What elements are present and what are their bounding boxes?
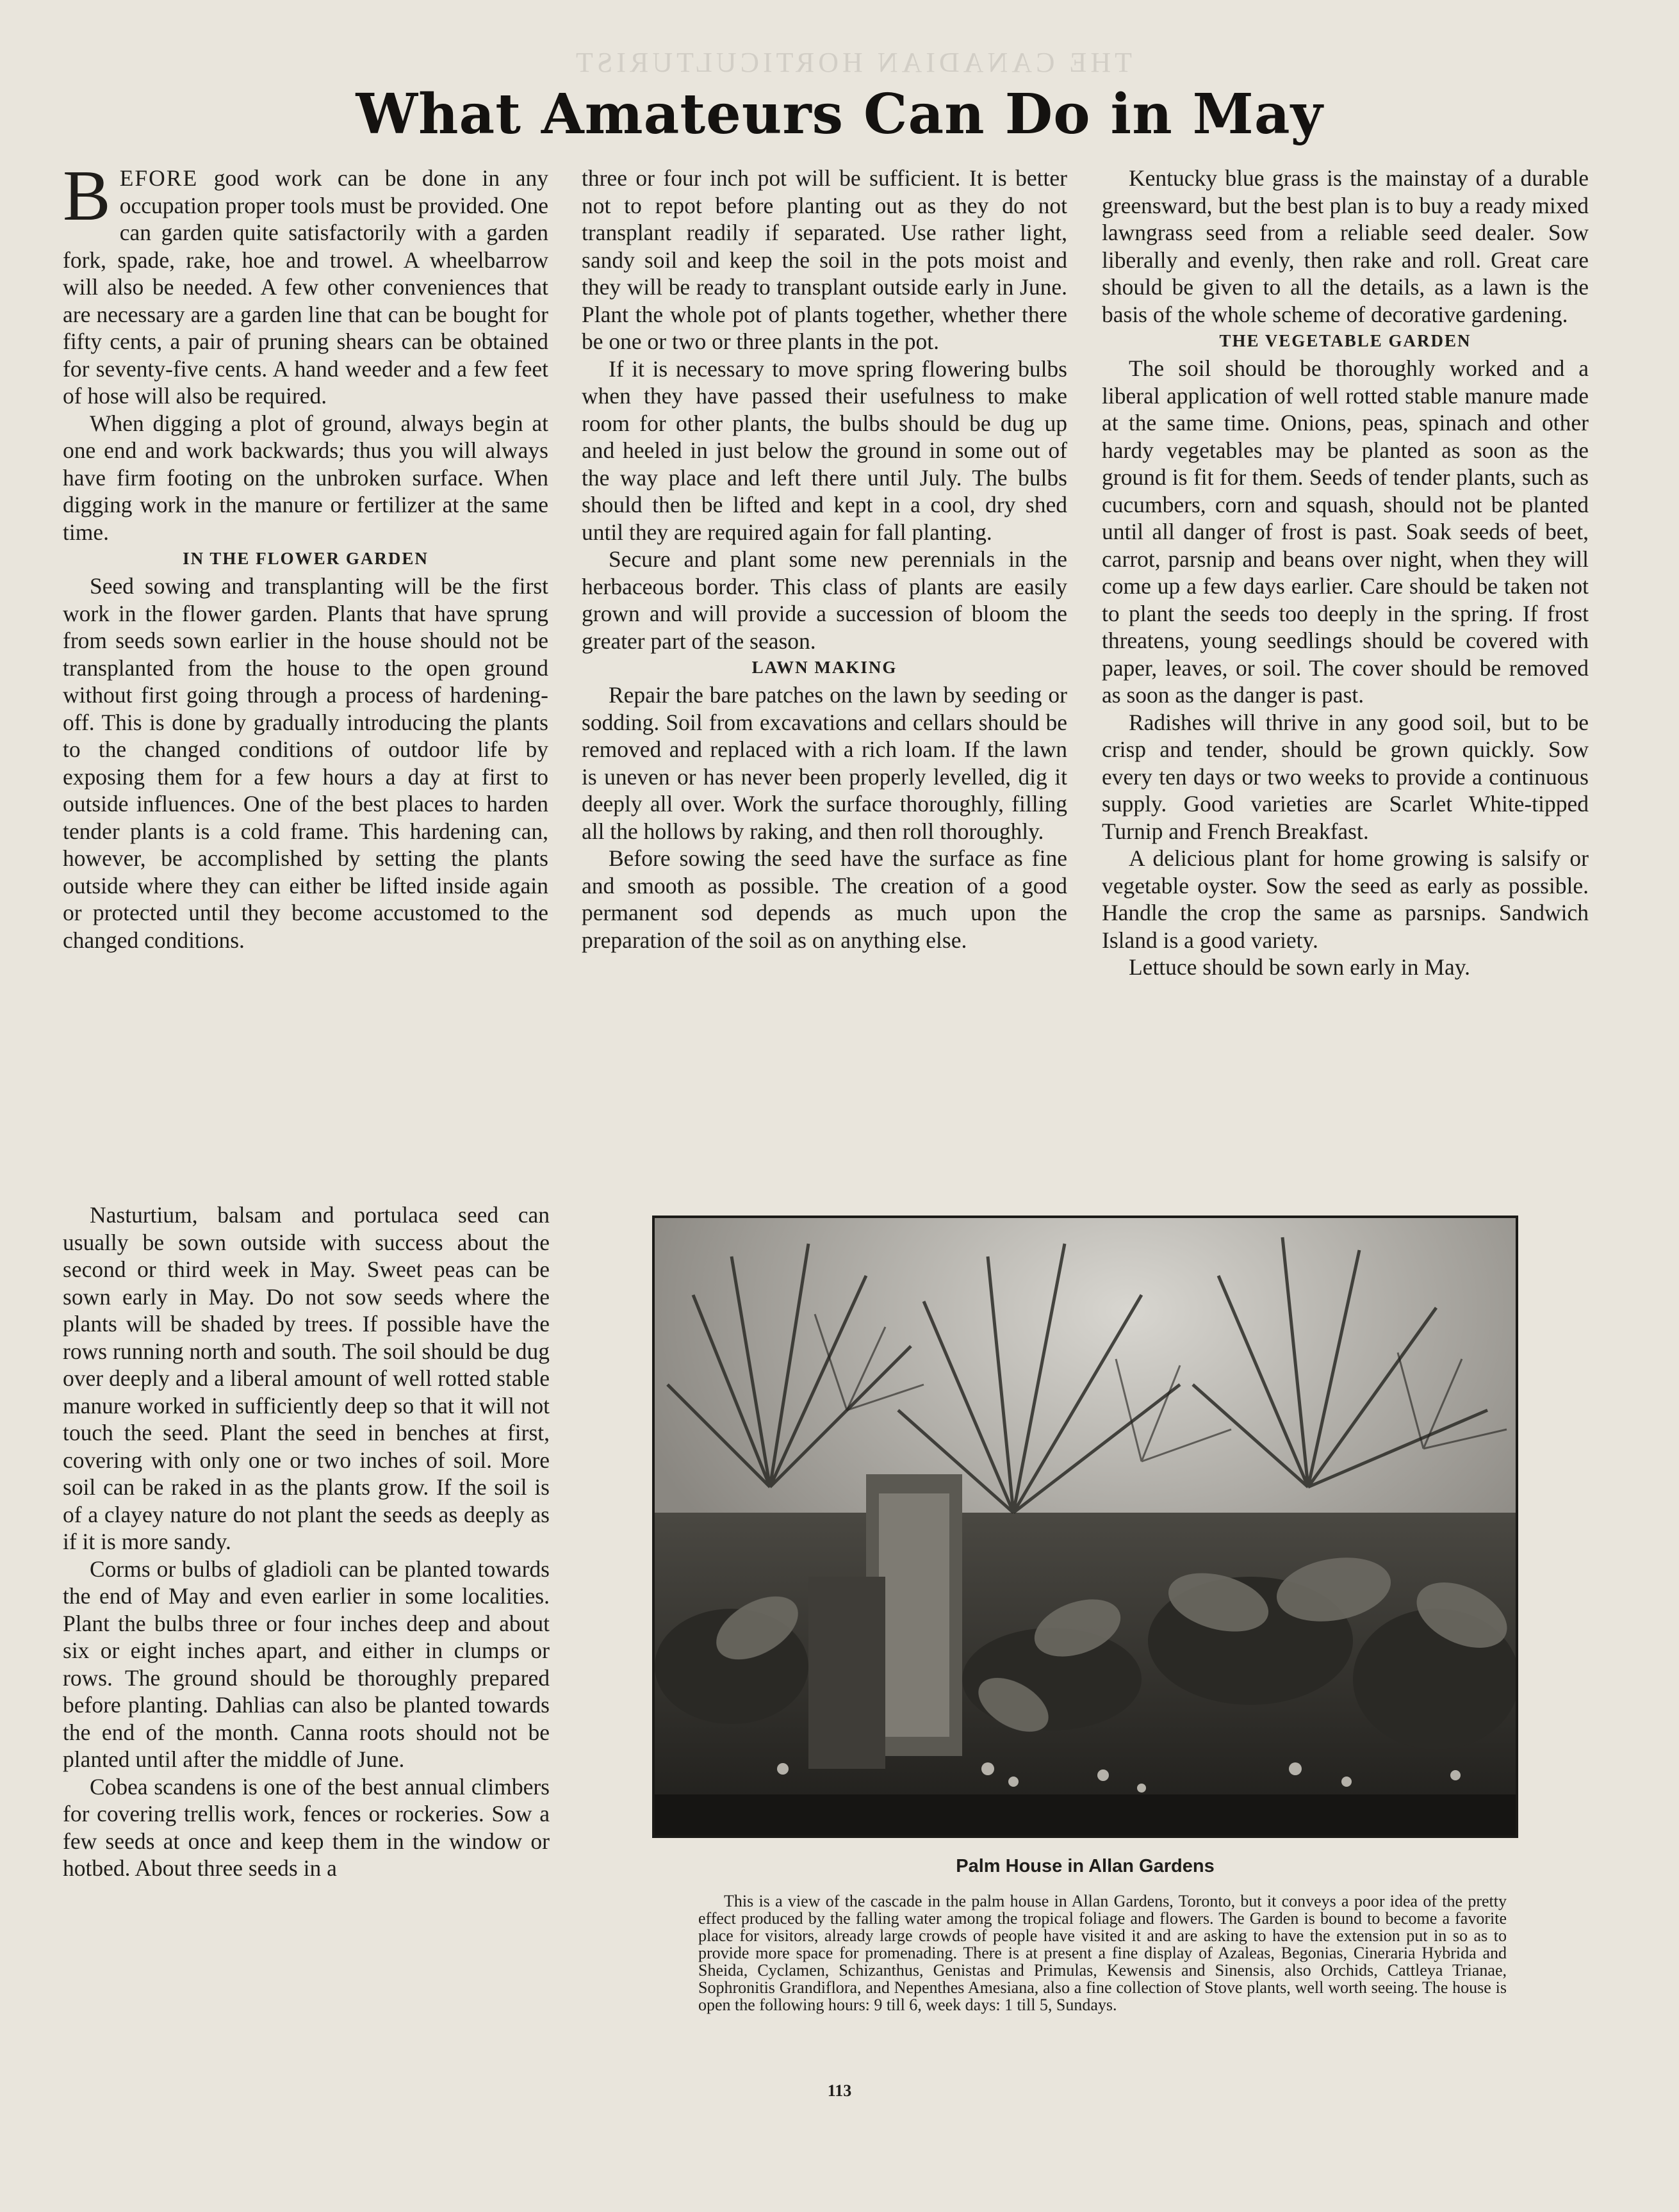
photo-caption-body: This is a view of the cascade in the palm house in Allan Gardens, Toronto, but it conveys a poor idea of the pretty effect produced by the falling water among the tropical foliage and flowers. The Garden is bound to become a favorite place for visitors, already large crowds of people have visited it and are asking to have the extension put in so as to provide more space for promenading. There is at present a fine display of Azaleas, Begonias, Cineraria Hybrida and Sheida, Cyclamen, Schizanthus, Genistas and Primulas, Kewensis and Sinensis, also Orchids, Cattleya Trianae, Sophronitis Grandiflora, and Nepenthes Amesiana, also a fine collection of Stove plants, well worth seeing. The house is open the following hours: 9 till 6, week days: 1 till 5, Sundays.	[698, 1892, 1507, 2014]
column-1-lower	[63, 1201, 550, 1882]
paragraph-cobea: Cobea scandens is one of the best annual climbers for covering trellis work, fences or rockeries. Sow a few seeds at once and keep them in the window or hotbed. About three seeds in a	[63, 1773, 550, 1881]
paragraph-lettuce: Lettuce should be sown early in May.	[1129, 954, 1471, 980]
running-head: THE CANADIAN HORTICULTURIST	[572, 47, 1132, 78]
paragraph-lawn-repair: Repair the bare patches on the lawn by seeding or sodding. Soil from excavations and cellars should be removed and replaced with a rich loam. If the lawn is uneven or has never been properly levelled, dig it deeply all over. Work the surface thoroughly, filling all the hollows by raking, and then roll thoroughly.	[582, 682, 1067, 844]
column-1	[63, 156, 548, 954]
paragraph-seed-sowing: Seed sowing and transplanting will be the first work in the flower garden. Plants that have sprung from seeds sown earlier in the house should not be transplanted from the house to the open ground without first going through a process of hardening-off. This is done by gradually introducing the plants to the changed conditions of outdoor life by exposing them for a few hours a day at first to outside influences. One of the best places to harden tender plants is a cold frame. This hardening can, however, be accomplished by setting the plants outside where they can either be lifted inside again or protected until they become accustomed to the changed conditions.	[63, 573, 548, 953]
article-title: What Amateurs Can Do in May	[356, 82, 1323, 147]
vegetable-garden-heading: THE VEGETABLE GARDEN	[1219, 331, 1471, 350]
column-3	[1102, 165, 1589, 981]
photo-caption-title: Palm House in Allan Gardens	[956, 1856, 1215, 1876]
page-number: 113	[827, 2081, 852, 2100]
palm-house-photo	[652, 1216, 1518, 1838]
paragraph-salsify: A delicious plant for home growing is salsify or vegetable oyster. Sow the seed as early as possible. Handle the crop the same as parsnips. Sandwich Island is a good variety.	[1102, 845, 1589, 953]
paragraph-bulbs: If it is necessary to move spring flowering bulbs when they have passed their usefulness to make room for other plants, the bulbs should be dug up and heeled in just below the ground in some out of the way place and left there until July. The bulbs should then be lifted and kept in a cool, dry shed until they are required again for fall planting.	[582, 355, 1067, 545]
paragraph-pot-continued: three or four inch pot will be sufficient. It is better not to repot before planting out as they do not transplant readily if separated. Use rather light, sandy soil and keep the soil in the pots moist and they will be ready to transplant outside early in June. Plant the whole pot of plants together, whether there be one or two or three plants in the pot.	[582, 165, 1067, 354]
paragraph-vegetable-soil: The soil should be thoroughly worked and a liberal application of well rotted stable manure made at the same time. Onions, peas, spinach and other hardy vegetables may be planted as soon as the ground is fit for them. Seeds of tender plants, such as cucumbers, corn and squash, should not be planted until all danger of frost is past. Soak seeds of beet, carrot, parsnip and beans over night, when they will come up a few days earlier. Care should be taken not to plant the seeds too deeply in the spring. If frost threatens, young seedlings should be covered with paper, leaves, or soil. The cover should be removed as soon as the danger is past.	[1102, 355, 1589, 708]
paragraph-corms: Corms or bulbs of gladioli can be planted towards the end of May and even earlier in some localities. Plant the bulbs three or four inches deep and about six or eight inches apart, and either in clumps or rows. The ground should be thoroughly prepared before planting. Dahlias can also be planted towards the end of the month. Canna roots should not be planted until after the middle of June.	[63, 1556, 550, 1772]
paragraph-perennials: Secure and plant some new perennials in the herbaceous border. This class of plants are easily grown and will provide a succession of bloom the greater part of the season.	[582, 546, 1067, 654]
drop-cap: B	[63, 156, 111, 236]
paragraph-nasturtium: Nasturtium, balsam and portulaca seed can usually be sown outside with success about the second or third week in May. Sweet peas can be sown early in May. Do not sow seeds where the plants will be shaded by trees. If possible have the rows running north and south. The soil should be dug over deeply and a liberal amount of well rotted stable manure worked in sufficiently deep so that it will not touch the seed. Plant the seed in benches at first, covering with only one or two inches of soil. More soil can be raked in as the plants grow. If the soil is of a clayey nature do not plant the seeds as deeply as if it is more sandy.	[63, 1202, 550, 1554]
intro-first-word: EFORE	[119, 165, 199, 191]
intro-text: good work can be done in any occupation proper tools must be provided. One can garden quite satisfactorily with a garden fork, spade, rake, hoe and trowel. A wheelbarrow will also be needed. A few other conveniences that are necessary are a garden line that can be bought for fifty cents, a pair of pruning shears can be obtained for seventy-five cents. A hand weeder and a few feet of hose will also be required.	[63, 165, 548, 409]
paragraph-digging: When digging a plot of ground, always begin at one end and work backwards; thus you will always have firm footing on the unbroken surface. When digging work in the manure or fertilizer at the same time.	[63, 410, 548, 545]
paragraph-lawn-sowing: Before sowing the seed have the surface as fine and smooth as possible. The creation of a good permanent sod depends as much upon the preparation of the soil as on anything else.	[582, 845, 1067, 953]
paragraph-bluegrass: Kentucky blue grass is the mainstay of a durable greensward, but the best plan is to buy a ready mixed lawngrass seed from a reliable seed dealer. Sow liberally and evenly, then rake and roll. Great care should be given to all the details, as a lawn is the basis of the whole scheme of decorative gardening.	[1102, 165, 1589, 327]
intro-paragraph	[63, 156, 548, 410]
paragraph-radishes: Radishes will thrive in any good soil, but to be crisp and tender, should be grown quickly. Sow every ten days or two weeks to provide a continuous supply. Good varieties are Scarlet White-tipped Turnip and French Breakfast.	[1102, 709, 1589, 844]
flower-garden-heading: IN THE FLOWER GARDEN	[183, 549, 429, 568]
column-2	[582, 165, 1067, 954]
palm-house-illustration	[655, 1218, 1516, 1835]
lawn-making-heading: LAWN MAKING	[751, 658, 897, 677]
